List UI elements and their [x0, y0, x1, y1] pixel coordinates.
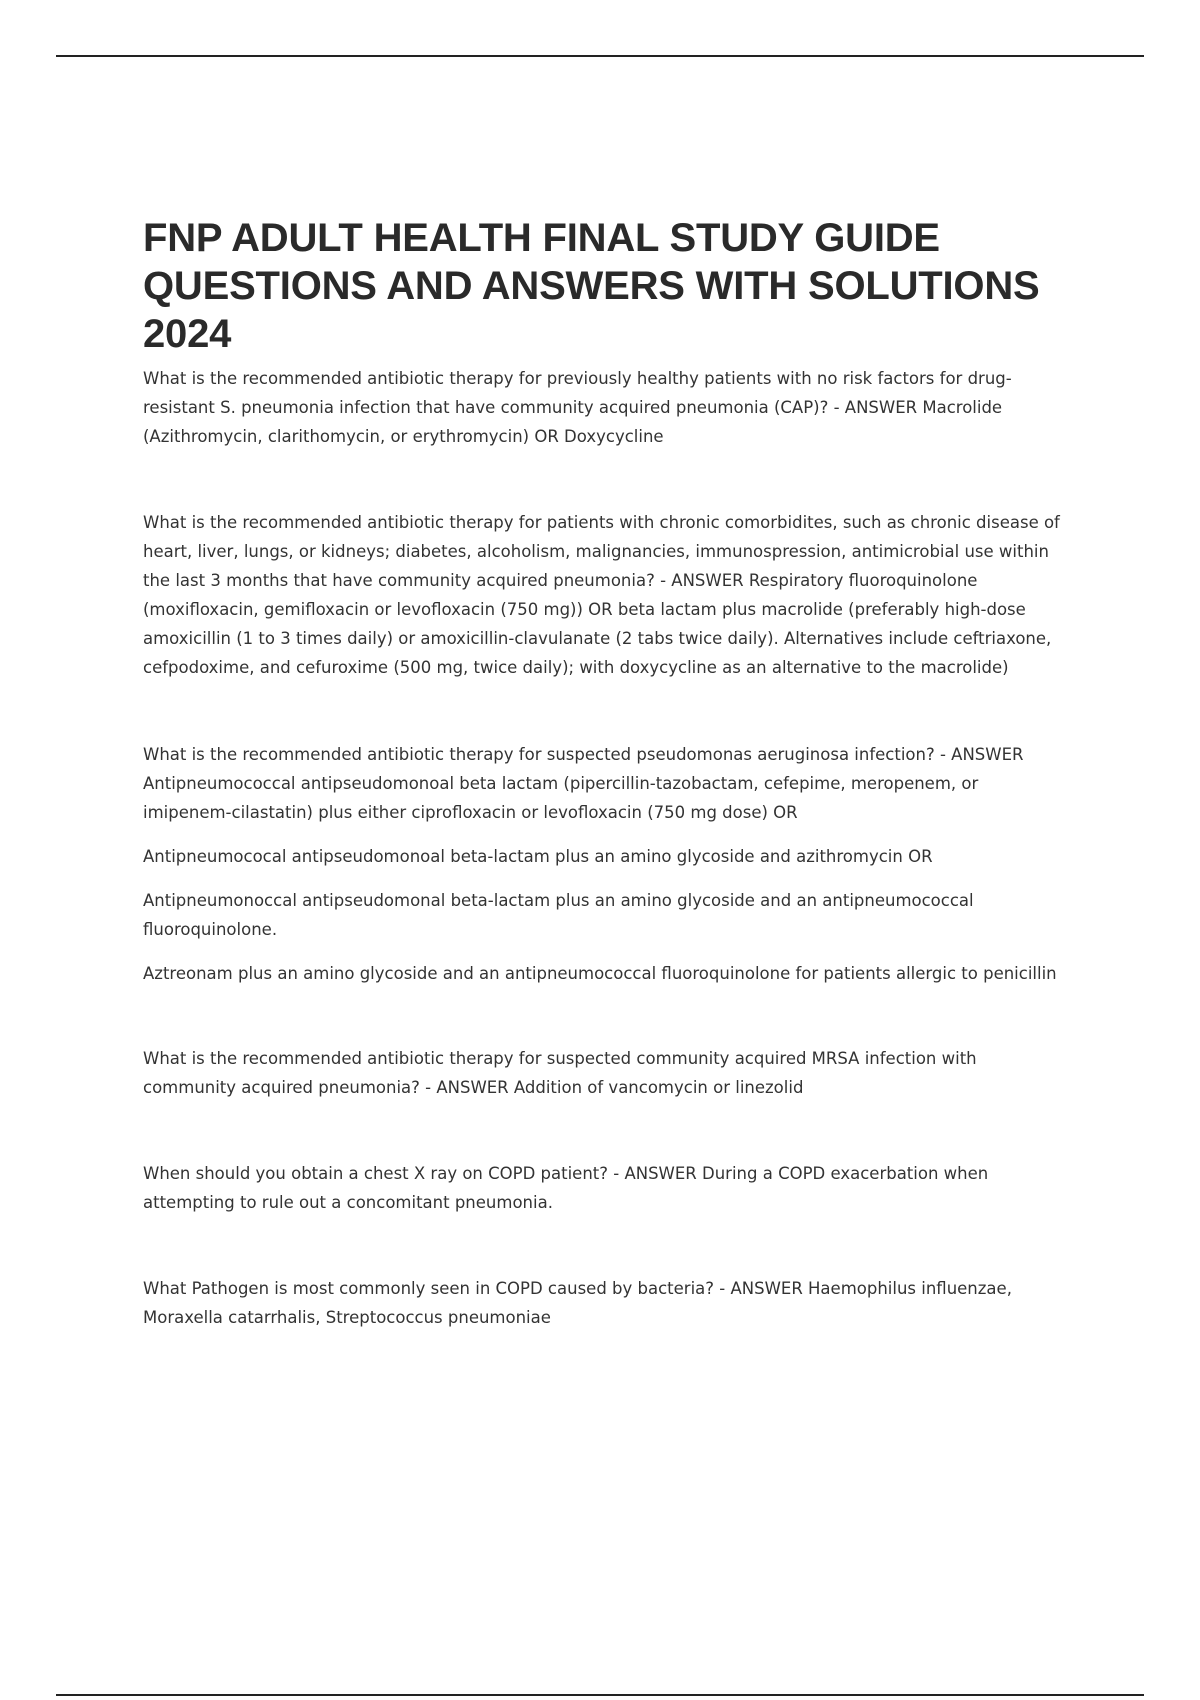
qa-pseudomonas: What is the recommended antibiotic therapy for suspected pseudomonas aeruginosa infection? - ANSWER Antipneumococcal antipseudomonoal beta lactam (pipercillin-tazobactam, cefepime, meropenem, or imipenem-cilastatin) plus either ciprofloxacin or levofloxacin (750 mg dose) OR	[143, 745, 1024, 822]
qa-copd-pathogen: What Pathogen is most commonly seen in COPD caused by bacteria? - ANSWER Haemophilus influenzae, Moraxella catarrhalis, Streptococcus pneumoniae	[143, 1279, 1012, 1327]
qa-pseudomonas-alt-3: Aztreonam plus an amino glycoside and an antipneumococcal fluoroquinolone for patients allergic to penicillin	[143, 964, 1057, 983]
qa-mrsa: What is the recommended antibiotic therapy for suspected community acquired MRSA infection with community acquired pneumonia? - ANSWER Addition of vancomycin or linezolid	[143, 1049, 977, 1097]
qa-cap-healthy: What is the recommended antibiotic therapy for previously healthy patients with no risk factors for drug-resistant S. pneumonia infection that have community acquired pneumonia (CAP)? - ANSWER Macrolide (Azithromycin, clarithomycin, or erythromycin) OR Doxycycline	[143, 369, 1012, 446]
qa-copd-xray: When should you obtain a chest X ray on COPD patient? - ANSWER During a COPD exacerbation when attempting to rule out a concomitant pneumonia.	[143, 1164, 989, 1212]
qa-pseudomonas-alt-2: Antipneumonoccal antipseudomonal beta-lactam plus an amino glycoside and an antipneumococcal fluoroquinolone.	[143, 891, 974, 939]
bottom-rule	[56, 1694, 1144, 1696]
document-body	[143, 214, 1063, 1332]
document-title: FNP ADULT HEALTH FINAL STUDY GUIDE QUESTIONS AND ANSWERS WITH SOLUTIONS 2024	[143, 216, 1040, 356]
top-rule	[56, 55, 1144, 57]
qa-cap-comorbidities: What is the recommended antibiotic therapy for patients with chronic comorbidites, such as chronic disease of heart, liver, lungs, or kidneys; diabetes, alcoholism, malignancies, immunospression, antimicrobial use within the last 3 months that have community acquired pneumonia? - ANSWER Respiratory fluoroquinolone (moxifloxacin, gemifloxacin or levofloxacin (750 mg)) OR beta lactam plus macrolide (preferably high-dose amoxicillin (1 to 3 times daily) or amoxicillin-clavulanate (2 tabs twice daily). Alternatives include ceftriaxone, cefpodoxime, and cefuroxime (500 mg, twice daily); with doxycycline as an alternative to the macrolide)	[143, 513, 1060, 677]
qa-pseudomonas-alt-1: Antipneumococal antipseudomonoal beta-lactam plus an amino glycoside and azithromycin OR	[143, 847, 933, 866]
